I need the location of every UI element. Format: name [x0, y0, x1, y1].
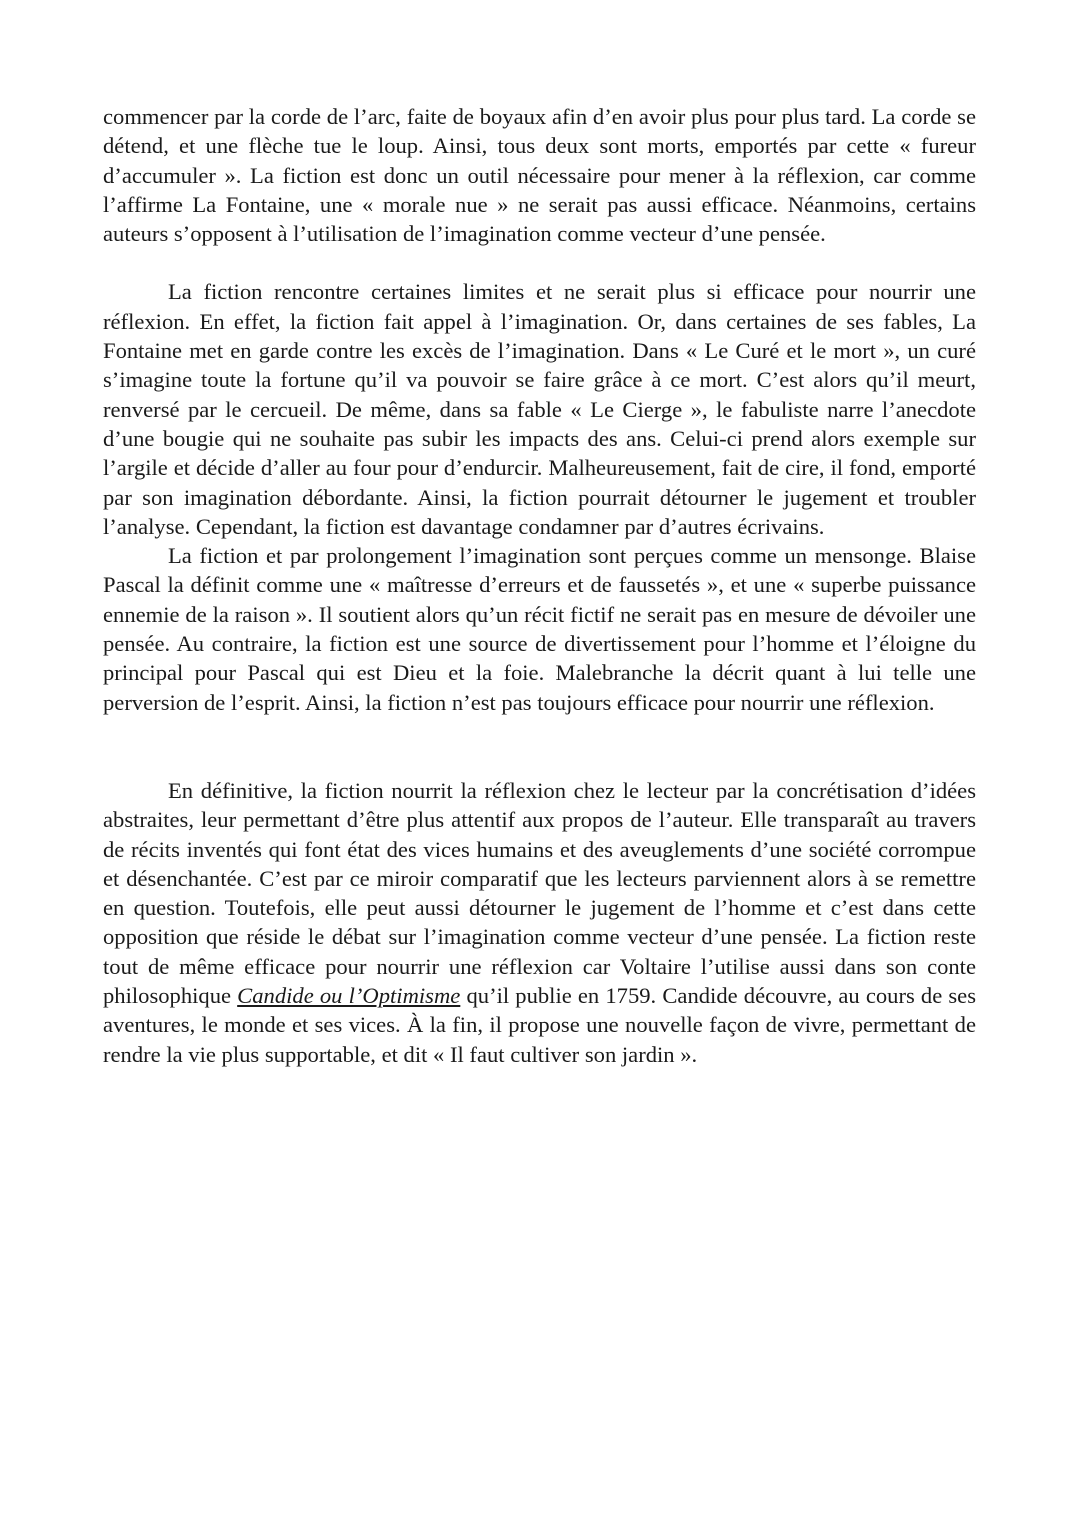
document-page — [103, 102, 976, 1069]
conclusion-text-before: En définitive, la fiction nourrit la réflexion chez le lecteur par la concrétisation d’idées abstraites, leur permettant d’être plus attentif aux propos de l’auteur. Elle transparaît au travers de récits inventés qui font état des vices humains et des aveuglements d’une société corrompue et désenchantée. C’est par ce miroir comparatif que les lecteurs parviennent alors à se remettre en question. Toutefois, elle peut aussi détourner le jugement de l’homme et c’est dans cette opposition que réside le débat sur l’imagination comme vecteur d’une pensée. La fiction reste tout de même efficace pour nourrir une réflexion car Voltaire l’utilise aussi dans son conte philosophique — [103, 777, 976, 1009]
conclusion-text-after: qu’il publie en 1759. Candide découvre, au cours de ses aventures, le monde et ses vices. À la fin, il propose une nouvelle façon de vivre, permettant de rendre la vie plus supportable, et dit « Il faut cultiver son jardin ». — [103, 983, 976, 1067]
work-title-candide: Candide ou l’Optimisme — [237, 983, 461, 1009]
paragraph-fiction-as-lie: La fiction et par prolongement l’imagination sont perçues comme un mensonge. Blaise Pascal la définit comme une « maîtresse d’erreurs et de faussetés », et une « superbe puissance ennemie de la raison ». Il soutient alors qu’un récit fictif ne serait pas en mesure de dévoiler une pensée. Au contraire, la fiction est une source de divertissement pour l’homme et l’éloigne du principal pour Pascal qui est Dieu et la foie. Malebranche la décrit quant à lui telle une perversion de l’esprit. Ainsi, la fiction n’est pas toujours efficace pour nourrir une réflexion. — [103, 543, 976, 715]
paragraph-conclusion — [103, 776, 976, 1069]
paragraph-limits-of-fiction: La fiction rencontre certaines limites et ne serait plus si efficace pour nourrir une réflexion. En effet, la fiction fait appel à l’imagination. Or, dans certaines de ses fables, La Fontaine met en garde contre les excès de l’imagination. Dans « Le Curé et le mort », un curé s’imagine toute la fortune qu’il va pouvoir se faire grâce à ce mort. C’est alors qu’il meurt, renversé par le cercueil. De même, dans sa fable « Le Cierge », le fabuliste narre l’anecdote d’une bougie qui ne souhaite pas subir les impacts des ans. Celui-ci prend alors exemple sur l’argile et décide d’aller au four pour d’endurcir. Malheureusement, fait de cire, il fond, emporté par son imagination débordante. Ainsi, la fiction pourrait détourner le jugement et troubler l’analyse. Cependant, la fiction est davantage condamner par d’autres écrivains. — [103, 279, 976, 539]
paragraph-intro-continuation: commencer par la corde de l’arc, faite de boyaux afin d’en avoir plus pour plus tard. La corde se détend, et une flèche tue le loup. Ainsi, tous deux sont morts, emportés par cette « fureur d’accumuler ». La fiction est donc un outil nécessaire pour mener à la réflexion, car comme l’affirme La Fontaine, une « morale nue » ne serait pas aussi efficace. Néanmoins, certains auteurs s’opposent à l’utilisation de l’imagination comme vecteur d’une pensée. — [103, 104, 976, 247]
